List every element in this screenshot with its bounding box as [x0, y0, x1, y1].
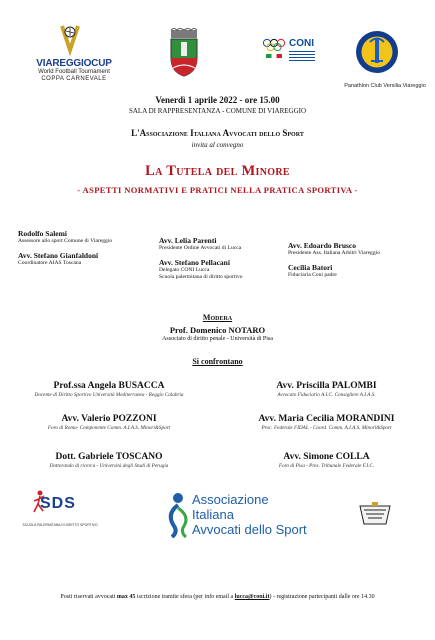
olympic-rings-icon — [262, 38, 286, 52]
coni-title: CONI — [289, 38, 314, 49]
coni-subtitle-lines — [289, 51, 315, 61]
sds-caption: SCUOLA PALERMITANA DI DIRITTO SPORTIVO — [22, 523, 98, 527]
speaker-name: Avv. Maria Cecilia MORANDINI — [258, 414, 395, 424]
speaker — [0, 381, 218, 399]
viareggio-cup-line2: COPPA CARNEVALE — [41, 76, 107, 82]
coni-flag-icon — [266, 54, 282, 58]
panathlon-emblem-icon — [355, 30, 399, 74]
footer-note-max: max 45 — [116, 594, 136, 600]
footer-note-pre: Posti riservati avvocati — [60, 594, 117, 600]
greeter-role: Delegato CONI Lucca — [159, 267, 210, 273]
speaker-role: Docente di Diritto Sportivo Università Mediterranea - Reggio Calabria — [34, 392, 184, 398]
moderator-role: Associato di diritto penale - Università di Pisa — [162, 336, 273, 342]
viareggio-cup-logo — [14, 22, 134, 84]
speakers-label: Si confrontano — [192, 357, 243, 366]
speaker-name: Avv. Valerio POZZONI — [61, 414, 157, 424]
speaker — [218, 381, 435, 399]
speaker-role: Foro di Pisa - Pres. Tribunale Federale F.I.C. — [278, 463, 375, 469]
panathlon-caption: Panathlon Club Versilia Viareggio — [344, 83, 426, 89]
event-date: Venerdì 1 aprile 2022 - ore 15.00 — [155, 95, 280, 105]
greeter-name: Avv. Edoardo Brusco — [288, 241, 356, 250]
greeter-role: Presidente Ass. Italiana Arbitri Viareggio — [288, 250, 380, 256]
speaker-name: Avv. Simone COLLA — [283, 452, 370, 462]
greeter-name: Cecilia Batori — [288, 263, 333, 272]
greeter-name: Avv. Lelia Parenti — [159, 236, 217, 245]
speaker-role: Foro di Roma- Componente Comm. A.I.A.S. Minori&Sport — [47, 425, 171, 431]
aias-figure-icon — [162, 492, 192, 538]
footer-note-mid: iscrizione tramite sfera (per info email a — [135, 594, 235, 600]
speaker-role: Dottorando di ricerca - Università degli Studi di Perugia — [49, 463, 169, 469]
speaker-role: Avvocato Fiduciario A.I.C. Consigliere A.I.A.S. — [277, 392, 376, 398]
viareggio-cup-title: VIAREGGIOCUP — [36, 58, 112, 69]
invite-text: invita al convegno — [191, 141, 244, 149]
footer-note — [0, 594, 435, 600]
event-subtitle: - ASPETTI NORMATIVI E PRATICI NELLA PRATICA SPORTIVA - — [77, 185, 358, 195]
viareggio-coat-of-arms-icon — [165, 28, 203, 78]
viareggio-cup-line1: World Football Tournament — [38, 69, 110, 75]
greetings-col3 — [288, 241, 380, 279]
event-venue: SALA DI RAPPRESENTANZA - COMUNE DI VIAREGGIO — [128, 107, 307, 115]
speaker — [218, 414, 435, 432]
speaker-name: Prof.ssa Angela BUSACCA — [53, 381, 165, 391]
greeter-name: Avv. Stefano Gianfaldoni — [18, 251, 99, 260]
event-title: La Tutela del Minore — [145, 163, 290, 179]
sds-title: SDS — [40, 495, 76, 512]
footer-email-link[interactable]: lucca@coni.it — [234, 594, 270, 600]
referee-association-emblem-icon — [358, 500, 392, 530]
greeter-name: Rodolfo Salemi — [18, 229, 67, 238]
speaker-name: Dott. Gabriele TOSCANO — [55, 452, 163, 462]
speaker — [0, 452, 218, 470]
moderator-name: Prof. Domenico NOTARO — [169, 325, 266, 335]
greeter-role: Coordinatore AIAS Toscana — [18, 260, 82, 266]
coni-logo — [262, 34, 322, 70]
sds-logo — [22, 490, 98, 536]
speaker-role: Proc. Federale FIDAL - Coord. Comm. A.I.A.S. Minori&Sport — [261, 425, 392, 431]
footer-note-post: ) - registrazione partecipanti dalle ore 14.30 — [269, 594, 375, 600]
moderator-label: Modera — [202, 313, 233, 322]
aias-line3: Avvocati dello Sport — [192, 522, 307, 537]
greeter-role: Assessore allo sport Comune di Viareggio — [18, 238, 113, 244]
aias-line2: Italiana — [192, 507, 234, 522]
greetings-col1 — [18, 229, 112, 267]
aias-logo — [162, 490, 312, 542]
viareggio-cup-emblem-icon — [52, 22, 88, 58]
speaker-name: Avv. Priscilla PALOMBI — [276, 381, 377, 391]
greeter-name: Avv. Stefano Pellacani — [159, 258, 230, 267]
aias-line1: Associazione — [192, 492, 269, 507]
speaker — [218, 452, 435, 470]
greeter-role: Fiduciaria Coni padre — [288, 272, 337, 278]
organizer: L'Associazione Italiana Avvocati dello Sport — [131, 128, 304, 138]
greetings-col2 — [159, 236, 243, 281]
greeter-role: Presidente Ordine Avvocati di Lucca — [159, 245, 242, 251]
greeter-role-2: Scuola palermitana di diritto sportivo — [159, 274, 243, 280]
speaker — [0, 414, 218, 432]
